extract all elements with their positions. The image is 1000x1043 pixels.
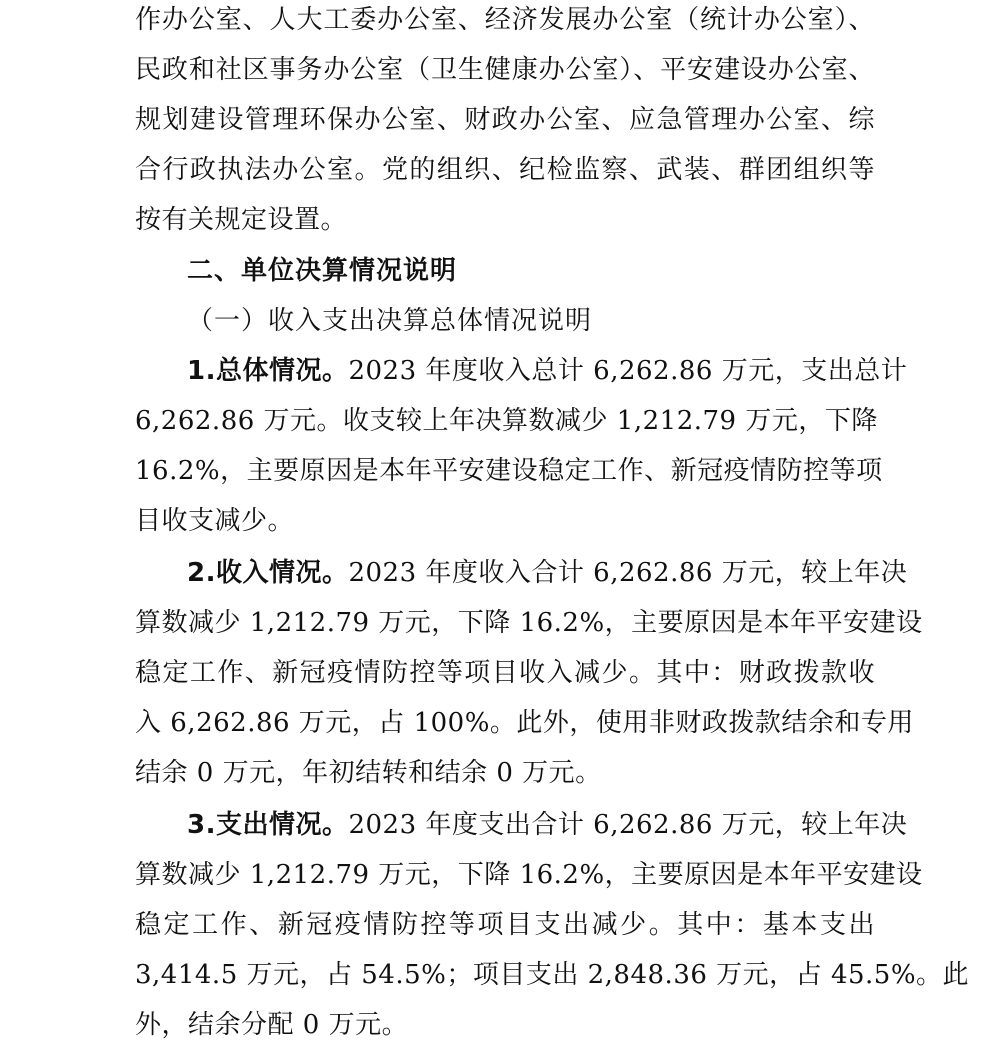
- text-line: 目收支减少。: [135, 506, 295, 536]
- section-heading: 二、单位决算情况说明: [187, 256, 458, 286]
- text-line: 算数减少 1,212.79 万元，下降 16.2%，主要原因是本年平安建设: [135, 608, 923, 638]
- text-line: 结余 0 万元，年初结转和结余 0 万元。: [135, 758, 602, 788]
- item-income-text: 2023 年度收入合计 6,262.86 万元，较上年决: [348, 558, 908, 588]
- text-line: 民政和社区事务办公室（卫生健康办公室）、平安建设办公室、: [135, 55, 875, 85]
- item-expense-text: 2023 年度支出合计 6,262.86 万元，较上年决: [348, 810, 908, 840]
- text-line: 外，结余分配 0 万元。: [135, 1010, 409, 1040]
- text-line: 3,414.5 万元，占 54.5%；项目支出 2,848.36 万元，占 45.5%。此: [135, 960, 970, 990]
- text-line: 稳定工作、新冠疫情防控等项目支出减少。其中：基本支出: [135, 910, 875, 940]
- item-income-label: 2.收入情况。: [187, 558, 349, 588]
- text-line: 合行政执法办公室。党的组织、纪检监察、武装、群团组织等: [135, 155, 875, 185]
- text-line: 稳定工作、新冠疫情防控等项目收入减少。其中：财政拨款收: [135, 658, 875, 688]
- item-expense-label: 3.支出情况。: [187, 810, 349, 840]
- text-line: 作办公室、人大工委办公室、经济发展办公室（统计办公室）、: [135, 5, 875, 35]
- text-line: 入 6,262.86 万元，占 100%。此外，使用非财政拨款结余和专用: [135, 708, 914, 738]
- text-line: 算数减少 1,212.79 万元，下降 16.2%，主要原因是本年平安建设: [135, 860, 923, 890]
- item-overall-first-line: [187, 353, 908, 389]
- text-line: 6,262.86 万元。收支较上年决算数减少 1,212.79 万元，下降: [135, 406, 878, 436]
- item-overall-label: 1.总体情况。: [187, 356, 349, 386]
- item-income-first-line: [187, 555, 908, 591]
- text-line: 按有关规定设置。: [135, 205, 348, 235]
- subsection-heading: （一）收入支出决算总体情况说明: [187, 306, 593, 336]
- item-overall-text: 2023 年度收入总计 6,262.86 万元，支出总计: [348, 356, 908, 386]
- text-line: 规划建设管理环保办公室、财政办公室、应急管理办公室、综: [135, 105, 875, 135]
- text-line: 16.2%，主要原因是本年平安建设稳定工作、新冠疫情防控等项: [135, 456, 883, 486]
- item-expense-first-line: [187, 807, 908, 843]
